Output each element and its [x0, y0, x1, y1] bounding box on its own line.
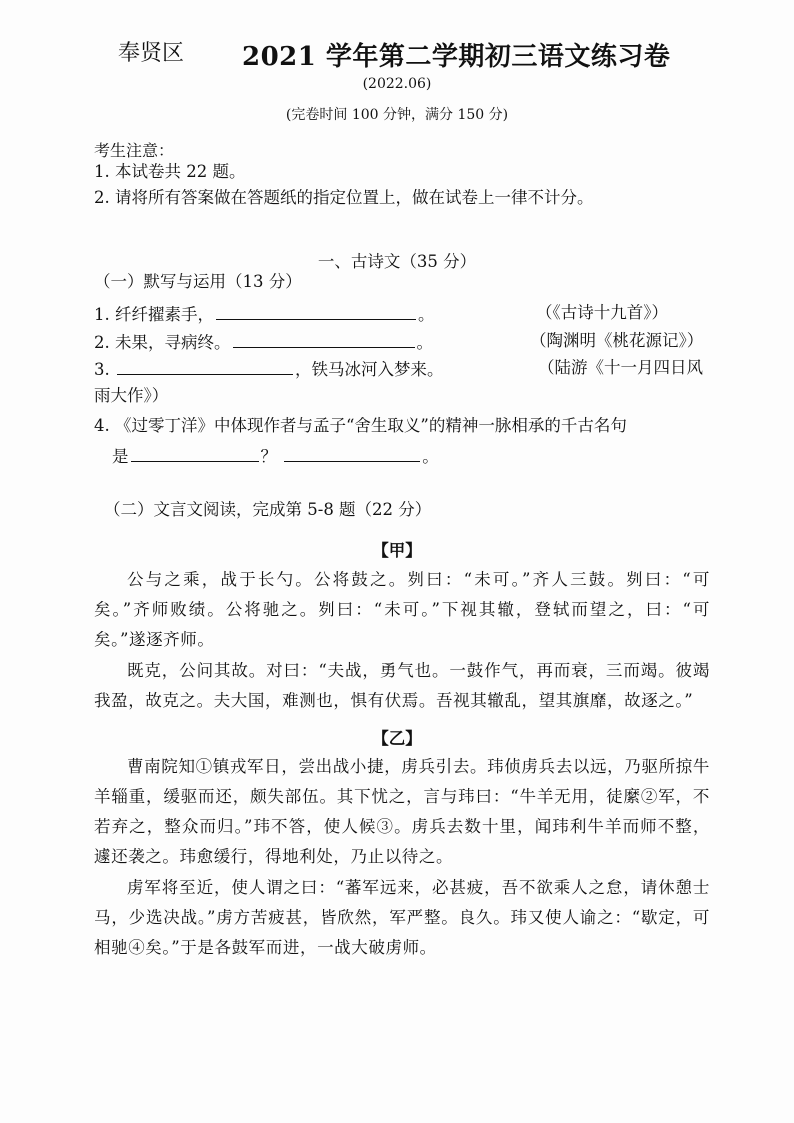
- question-3-source: （陆游《十一月四日风: [538, 358, 703, 377]
- question-2-suffix: 。: [416, 333, 433, 352]
- question-3: [94, 360, 444, 379]
- question-2-prefix: 2. 未果，寻病终。: [94, 333, 231, 352]
- question-4-suffix: 。: [422, 447, 439, 466]
- question-4-mid: ？: [260, 447, 277, 466]
- question-4: 4. 《过零丁洋》中体现作者与孟子“舍生取义”的精神一脉相承的千古名句: [94, 416, 627, 435]
- question-4-answer-line: [112, 447, 439, 466]
- section-title-classical: 一、古诗文（35 分）: [317, 252, 477, 271]
- answer-blank-1: [216, 305, 416, 320]
- question-1-source: （《古诗十九首》）: [536, 303, 668, 322]
- answer-blank-3: [117, 360, 293, 375]
- question-3-prefix: 3.: [94, 360, 115, 379]
- question-3-source-cont: 雨大作》）: [94, 386, 169, 405]
- question-3-suffix: ，铁马冰河入梦来。: [295, 360, 444, 379]
- passage-label-jia: 【甲】: [372, 541, 422, 560]
- answer-blank-4b: [284, 447, 420, 462]
- passage-label-yi: 【乙】: [372, 729, 422, 748]
- notice-heading: 考生注意：: [94, 141, 175, 160]
- exam-time-score: (完卷时间 100 分钟，满分 150 分): [285, 107, 509, 123]
- exam-date: (2022.06): [362, 76, 432, 92]
- question-1-prefix: 1. 纤纤擢素手，: [94, 305, 214, 324]
- question-1-suffix: 。: [418, 305, 435, 324]
- passage-yi-paragraph-1: 曹南院知①镇戎军日，尝出战小捷，虏兵引去。玮侦虏兵去以远，乃驱所掠牛羊辎重，缓驱而还，颇失部伍。其下忧之，言与玮曰：“牛羊无用，徒縻②军，不若弃之，整众而归。”玮不答，使人候③。虏兵去数十里，闻玮利牛羊而师不整，遽还袭之。玮愈缓行，得地利处，乃止以待之。: [94, 757, 710, 866]
- question-1: [94, 305, 435, 324]
- passage-jia-paragraph-2: 既克，公问其故。对曰：“夫战，勇气也。一鼓作气，再而衰，三而竭。彼竭我盈，故克之。夫大国，难测也，惧有伏焉。吾视其辙乱，望其旗靡，故逐之。”: [94, 661, 710, 710]
- passage-jia-paragraph-1: 公与之乘，战于长勺。公将鼓之。刿曰：“未可。”齐人三鼓。刿曰：“可矣。”齐师败绩。公将驰之。刿曰：“未可。”下视其辙，登轼而望之，曰：“可矣。”遂逐齐师。: [94, 570, 710, 649]
- question-2-source: （陶渊明《桃花源记》）: [530, 331, 704, 350]
- exam-title: 2021 学年第二学期初三语文练习卷: [242, 42, 671, 72]
- answer-blank-4a: [131, 447, 259, 462]
- question-4-prefix: 是: [112, 447, 129, 466]
- part-title-dictation: （一）默写与运用（13 分）: [94, 272, 302, 291]
- passage-yi-paragraph-2: 虏军将至近，使人谓之曰：“蕃军远来，必甚疲，吾不欲乘人之怠，请休憩士马，少选决战。”虏方苦疲甚，皆欣然，军严整。良久。玮又使人谕之：“歇定，可相驰④矣。”于是各鼓军而进，一战大破虏师。: [94, 878, 710, 957]
- district-label: 奉贤区: [118, 41, 185, 66]
- notice-item-1: 1. 本试卷共 22 题。: [94, 162, 246, 181]
- notice-item-2: 2. 请将所有答案做在答题纸的指定位置上，做在试卷上一律不计分。: [94, 188, 594, 207]
- part-title-classical-reading: （二）文言文阅读，完成第 5-8 题（22 分）: [104, 500, 432, 519]
- question-2: [94, 333, 433, 352]
- answer-blank-2: [233, 333, 415, 348]
